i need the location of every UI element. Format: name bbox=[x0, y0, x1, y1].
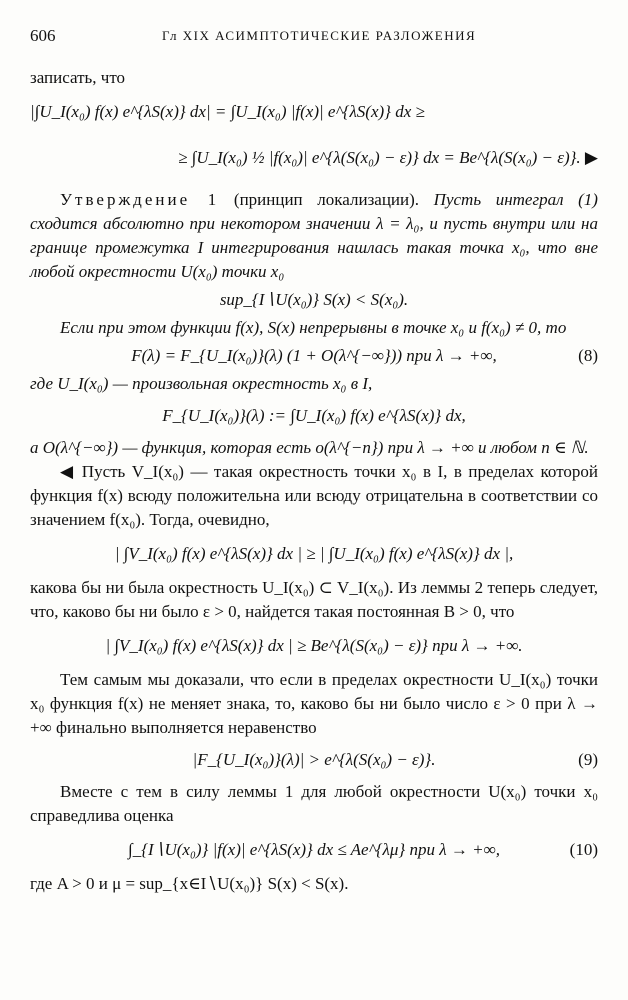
equation-10 bbox=[30, 838, 598, 862]
statement-text: Пусть интеграл (1) сходится абсолютно при некотором значении λ = λ₀, и пусть внутри или на границе промежутка I интегрирования нашлась такая точка x₀, что вне любой окрестности U(x₀) точки x₀ bbox=[30, 190, 598, 281]
equation-10-number: (10) bbox=[569, 840, 598, 859]
inequality-1: | ∫V_I(x₀) f(x) e^{λS(x)} dx | ≥ | ∫U_I(x₀) f(x) e^{λS(x)} dx |, bbox=[114, 544, 514, 563]
equation-9-number: (9) bbox=[578, 750, 598, 769]
equation-8 bbox=[30, 344, 598, 368]
equation-1-line-2: ≥ ∫U_I(x₀) ½ |f(x₀)| e^{λ(S(x₀) − ε)} dx = Be^{λ(S(x₀) − ε)}. ▶ bbox=[178, 148, 598, 167]
equation-8-number: (8) bbox=[578, 346, 598, 365]
where-line-2: а O(λ^{−∞}) — функция, которая есть o(λ^{−n}) при λ → +∞ и любом n ∈ ℕ. bbox=[30, 438, 589, 457]
equation-1-line-1: |∫U_I(x₀) f(x) e^{λS(x)} dx| = ∫U_I(x₀) |f(x)| e^{λS(x)} dx ≥ bbox=[30, 102, 425, 121]
equation-definition: F_{U_I(x₀)}(λ) := ∫U_I(x₀) f(x) e^{λS(x)} dx, bbox=[162, 406, 466, 425]
statement-continuation: Если при этом функции f(x), S(x) непрерывны в точке x₀ и f(x₀) ≠ 0, то bbox=[60, 318, 567, 337]
equation-9 bbox=[30, 748, 598, 772]
equation-8-body: F(λ) = F_{U_I(x₀)}(λ) (1 + O(λ^{−∞})) при λ → +∞, bbox=[131, 346, 497, 365]
page-number: 606 bbox=[30, 26, 56, 45]
paragraph-2: какова бы ни была окрестность U_I(x₀) ⊂ V_I(x₀). Из леммы 2 теперь следует, что, каково бы ни было ε > 0, найдется такая постоянная B > 0, что bbox=[30, 578, 598, 621]
equation-10-body: ∫_{I∖U(x₀)} |f(x)| e^{λS(x)} dx ≤ Ae^{λμ} при λ → +∞, bbox=[128, 840, 500, 859]
last-line: где A > 0 и μ = sup_{x∈I∖U(x₀)} S(x) < S(x). bbox=[30, 874, 349, 893]
equation-9-body: |F_{U_I(x₀)}(λ)| > e^{λ(S(x₀) − ε)}. bbox=[192, 750, 436, 769]
page-header bbox=[30, 26, 598, 48]
statement-title: (принцип локализации). bbox=[219, 190, 420, 209]
paragraph-4: Вместе с тем в силу леммы 1 для любой окрестности U(x₀) точки x₀ справедлива оценка bbox=[30, 782, 598, 825]
equation-sup: sup_{I∖U(x₀)} S(x) < S(x₀). bbox=[219, 290, 409, 309]
paragraph-3: Тем самым мы доказали, что если в пределах окрестности U_I(x₀) точки x₀ функция f(x) не меняет знака, то, каково бы ни было число ε > 0 при λ → +∞ финально выполняется неравенство bbox=[30, 670, 598, 737]
intro-line: записать, что bbox=[30, 68, 126, 87]
statement-label: Утверждение 1 bbox=[60, 190, 220, 209]
proof-paragraph-1: ◀ Пусть V_I(x₀) — такая окрестность точки x₀ в I, в пределах которой функция f(x) всюду положительна или всюду отрицательна в соответствии со значением f(x₀). Тогда, очевидно, bbox=[30, 462, 598, 529]
inequality-2: | ∫V_I(x₀) f(x) e^{λS(x)} dx | ≥ Be^{λ(S(x₀) − ε)} при λ → +∞. bbox=[105, 636, 523, 655]
statement-paragraph bbox=[30, 188, 598, 284]
running-title: Гл XIX АСИМПТОТИЧЕСКИЕ РАЗЛОЖЕНИЯ bbox=[162, 28, 477, 43]
page-body bbox=[30, 66, 598, 896]
where-line-1: где U_I(x₀) — произвольная окрестность x₀ в I, bbox=[30, 374, 373, 393]
